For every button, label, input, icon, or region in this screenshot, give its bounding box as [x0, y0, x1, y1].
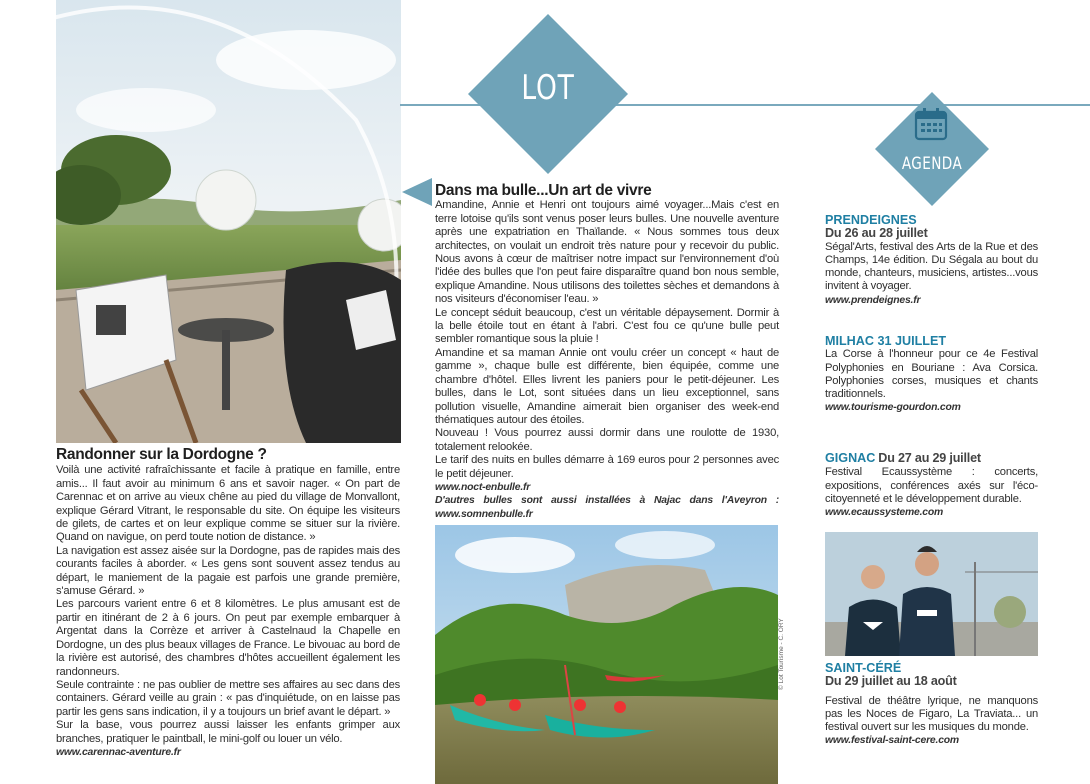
- agenda-entry: [825, 452, 1038, 519]
- agenda-column-3: [825, 452, 1038, 519]
- left-article-title: Randonner sur la Dordogne ?: [56, 446, 267, 463]
- agenda-place: SAINT-CÉRÉ: [825, 661, 902, 675]
- calendar-icon: [913, 107, 949, 143]
- middle-article-paragraph: Nouveau ! Vous pourrez aussi dormir dans une roulotte de 1930, totalement relookée.: [435, 427, 779, 453]
- agenda-text: La Corse à l'honneur pour ce 4e Festival Polyphonies en Bouriane : Ava Corsica. Polyphonies corses, musiques et chants traditionnels.: [825, 348, 1038, 401]
- middle-article-paragraph: Amandine et sa maman Annie ont voulu créer un concept « haut de gamme », chaque bulle est différente, bien équipée, comme une chambre d'hôtel. Elles livrent les paniers pour le petit-déjeuner. Les bulles, dans le Lot, sont situées dans un lieu exceptionnel, sans pollution visuelle, Amandine aimerait bien organiser des week-end thématiques autour des étoiles.: [435, 346, 779, 426]
- agenda-text: Festival de théâtre lyrique, ne manquons pas les Noces de Figaro, La Traviata... un festival ouvert sur les musiques du monde.: [825, 694, 1038, 734]
- middle-article-paragraph: Le tarif des nuits en bulles démarre à 169 euros pour 2 personnes avec le petit déjeuner.: [435, 454, 779, 480]
- left-article-paragraph: Sur la base, vous pourrez aussi laisser les enfants grimper aux branches, pratiquer le paintball, le mini-golf ou louer un vélo.: [56, 719, 400, 745]
- left-article-paragraph: Voilà une activité rafraîchissante et facile à pratique en famille, entre amis... Il faut avoir au minimum 6 ans et savoir nager. « On part de Carennac et on arrive au vieux chêne au pied du village de Monvallont, explique Gérard Vitrant, le responsable du site. On équipe les visiteurs de gilets, de cartes et on leur explique comme se situer sur la rivière. Quand on navigue, on perd toute notion de distance. »: [56, 464, 400, 544]
- musicians-photo: [825, 532, 1038, 656]
- agenda-link[interactable]: www.prendeignes.fr: [825, 294, 921, 306]
- agenda-date: Du 27 au 29 juillet: [878, 451, 981, 465]
- agenda-text: Ségal'Arts, festival des Arts de la Rue et des Champs, 14e édition. Du Ségala au bout du monde, chanteurs, musiciens, artistes...vous invitent à voyager.: [825, 240, 1038, 293]
- agenda-link[interactable]: www.festival-saint-cere.com: [825, 735, 959, 747]
- agenda-column-4: [825, 662, 1038, 748]
- agenda-entry: [825, 335, 1038, 415]
- left-article-paragraph: Les parcours varient entre 6 et 8 kilomètres. Le plus amusant est de partir en itinérant de 2 à 6 jours. On peut par exemple embarquer à Argentat dans la Corrèze et arriver à Castelnaud la Chapelle en Dordogne, un des plus beaux villages de France. Le bivouac au bord de la rivière est autorisé, des chambres d'hôtes accueillent également les randonneurs.: [56, 598, 400, 678]
- middle-article-note[interactable]: D'autres bulles sont aussi installées à Najac dans l'Aveyron : www.somnenbulle.fr: [435, 495, 779, 520]
- middle-article-link[interactable]: www.noct-enbulle.fr: [435, 481, 531, 493]
- agenda-column: [825, 214, 1038, 307]
- agenda-column-2: [825, 335, 1038, 415]
- pointer-triangle: [402, 178, 432, 206]
- middle-article: [435, 184, 779, 521]
- agenda-place: GIGNAC: [825, 451, 876, 465]
- agenda-entry: [825, 662, 1038, 748]
- middle-article-title: Dans ma bulle...Un art de vivre: [435, 182, 652, 199]
- left-article-paragraph: Seule contrainte : ne pas oublier de mettre ses affaires au sec dans des containers. Gérard veille au grain : « pas d'inquiétude, on en laisse pas partir les gens sans indication, il y a toujours un brief avant le départ. »: [56, 678, 400, 718]
- agenda-link[interactable]: www.ecaussysteme.com: [825, 507, 944, 519]
- left-article: [56, 448, 400, 759]
- left-article-paragraph: La navigation est assez aisée sur la Dordogne, pas de rapides mais des courants faciles à aborder. « Les gens sont souvent assez tendus au départ, le maniement de la pagaie est parfois une grande première, s'amuse Gérard. »: [56, 544, 400, 598]
- region-title: LOT: [521, 68, 575, 108]
- middle-article-paragraph: Le concept séduit beaucoup, c'est un véritable dépaysement. Dormir à la belle étoile tout en étant à l'abri. C'est fou ce qu'une bulle peut sembler romantique sous la pluie !: [435, 306, 779, 346]
- agenda-text: Festival Ecaussystème : concerts, expositions, conférences axés sur l'éco-citoyenneté et le développement durable.: [825, 466, 1038, 505]
- agenda-place: PRENDEIGNES: [825, 213, 917, 227]
- agenda-date: Du 26 au 28 juillet: [825, 226, 928, 241]
- agenda-link[interactable]: www.tourisme-gourdon.com: [825, 402, 961, 414]
- bubble-lodge-photo: [56, 0, 401, 443]
- canoe-river-photo: [435, 525, 778, 784]
- middle-article-paragraph: Amandine, Annie et Henri ont toujours aimé voyager...Mais c'est en terre lotoise qu'ils sont venus poser leurs bulles. Une nouvelle aventure après une expatriation en Thaïlande. « Nous sommes tous deux architectes, on voulait un endroit très nature pour y recevoir du public. Nous avons à cœur de maîtriser notre impact sur l'environnement d'où l'idée des bulles que l'on peut faire disparaître quand bon nous semble, explique Amandine. Nous utilisons des toilettes sèches et demandons à nos visiteurs d'économiser l'eau. »: [435, 199, 779, 306]
- left-article-link[interactable]: www.carennac-aventure.fr: [56, 746, 181, 758]
- agenda-label: AGENDA: [901, 154, 963, 174]
- agenda-place: MILHAC 31 JUILLET: [825, 334, 947, 348]
- photo-credit: © Lot Tourisme - C. ORY: [778, 618, 785, 690]
- agenda-date: Du 29 juillet au 18 août: [825, 674, 957, 689]
- agenda-entry: [825, 214, 1038, 307]
